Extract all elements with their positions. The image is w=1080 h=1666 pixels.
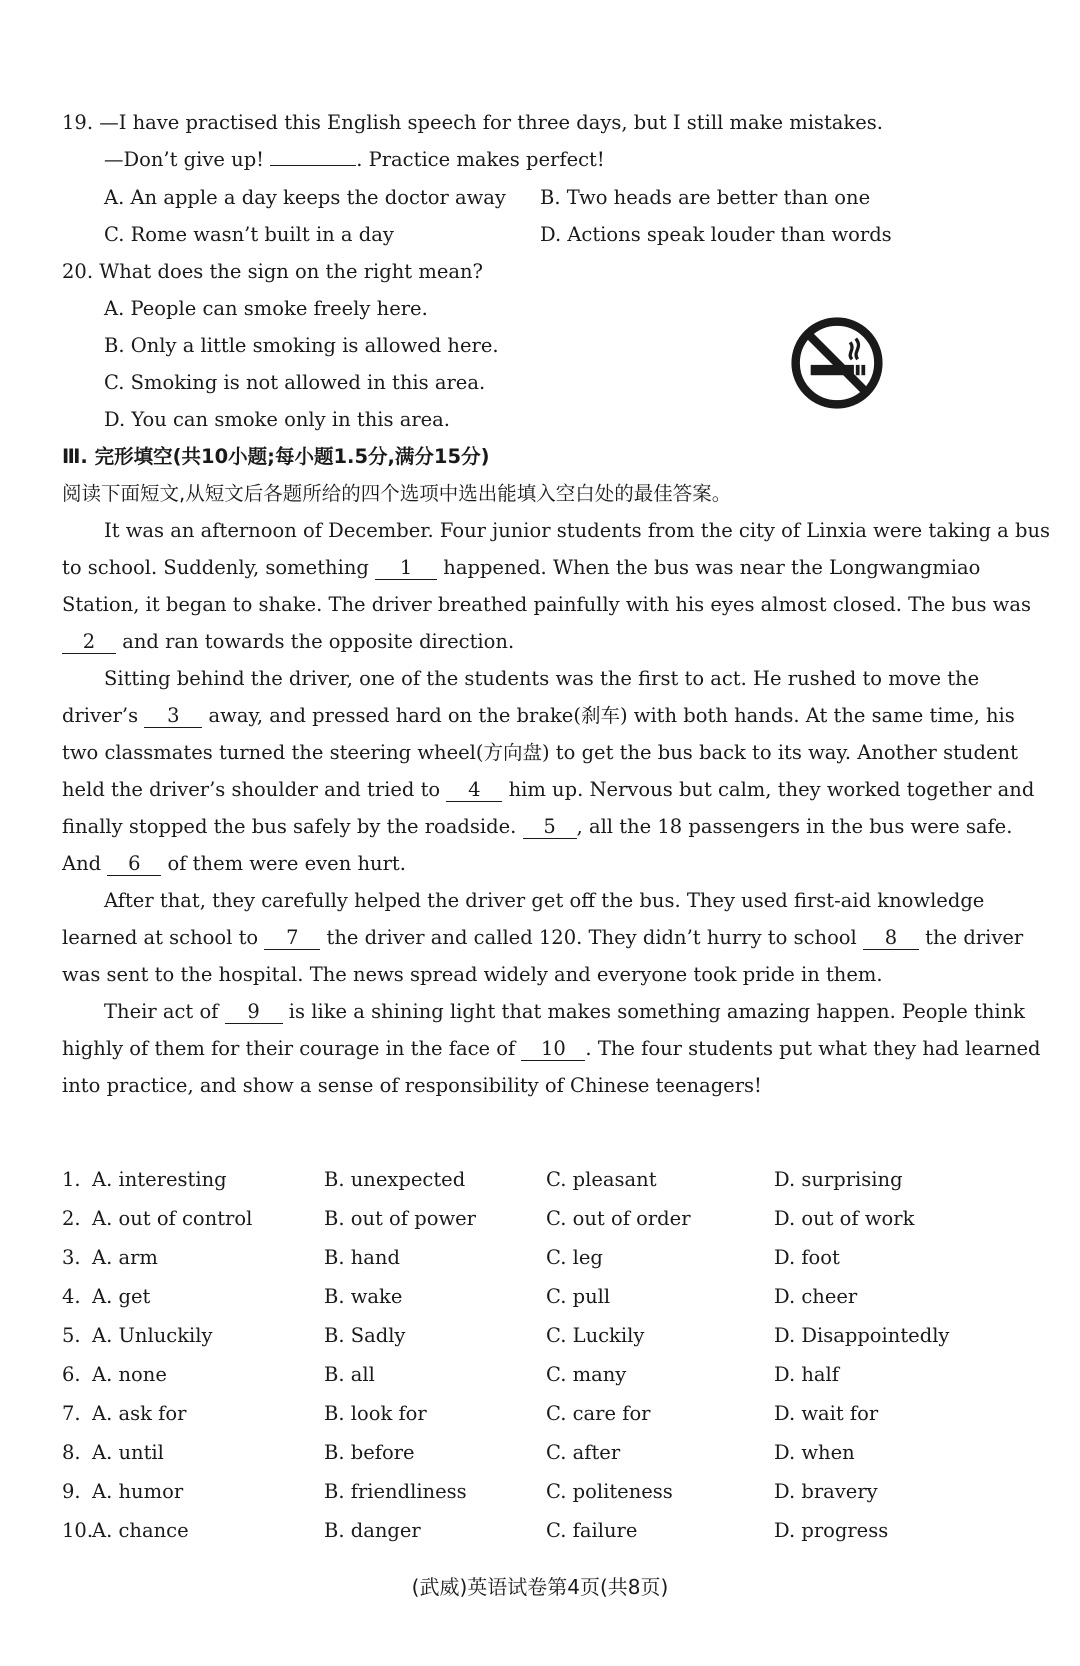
passage-line: two classmates turned the steering wheel(方向盘) to get the bus back to its way. Another student bbox=[62, 741, 1018, 764]
option-b[interactable]: B. wake bbox=[324, 1285, 403, 1308]
option-b[interactable]: B. before bbox=[324, 1441, 415, 1464]
q19-option-a[interactable]: A. An apple a day keeps the doctor away bbox=[104, 186, 506, 209]
option-a[interactable]: A. until bbox=[92, 1441, 164, 1464]
passage-line bbox=[62, 814, 1012, 840]
passage-line bbox=[62, 555, 980, 581]
cloze-option-row bbox=[62, 1440, 1002, 1479]
passage-line bbox=[104, 999, 1025, 1025]
option-a[interactable]: A. get bbox=[92, 1285, 151, 1308]
passage-text: him up. Nervous but calm, they worked together and bbox=[502, 778, 1035, 801]
blank-4[interactable]: 4 bbox=[446, 779, 502, 802]
option-number: 10. bbox=[62, 1519, 94, 1542]
blank-8[interactable]: 8 bbox=[863, 927, 919, 950]
option-number: 2. bbox=[62, 1207, 81, 1230]
blank-10[interactable]: 10 bbox=[521, 1038, 585, 1061]
passage-text: away, and pressed hard on the brake(刹车) with both hands. At the same time, his bbox=[202, 704, 1015, 727]
option-c[interactable]: C. pull bbox=[546, 1285, 611, 1308]
passage-text: learned at school to bbox=[62, 926, 265, 949]
passage-text: And bbox=[62, 852, 108, 875]
blank-9[interactable]: 9 bbox=[225, 1001, 283, 1024]
q19-option-d[interactable]: D. Actions speak louder than words bbox=[540, 223, 892, 246]
option-d[interactable]: D. out of work bbox=[774, 1207, 915, 1230]
option-number: 6. bbox=[62, 1363, 81, 1386]
passage-line bbox=[62, 1036, 1041, 1062]
option-b[interactable]: B. out of power bbox=[324, 1207, 476, 1230]
option-a[interactable]: A. out of control bbox=[92, 1207, 253, 1230]
q20-option-b[interactable]: B. Only a little smoking is allowed here. bbox=[104, 334, 499, 357]
passage-text: driver’s bbox=[62, 704, 145, 727]
option-a[interactable]: A. interesting bbox=[92, 1168, 227, 1191]
q19-stem: 19. —I have practised this English speech for three days, but I still make mistakes. bbox=[62, 111, 883, 134]
option-b[interactable]: B. look for bbox=[324, 1402, 427, 1425]
section-instruction: 阅读下面短文,从短文后各题所给的四个选项中选出能填入空白处的最佳答案。 bbox=[62, 482, 732, 505]
page-footer: (武威)英语试卷第4页(共8页) bbox=[411, 1575, 669, 1599]
q20-stem: 20. What does the sign on the right mean? bbox=[62, 260, 483, 283]
option-a[interactable]: A. chance bbox=[92, 1519, 189, 1542]
option-a[interactable]: A. Unluckily bbox=[92, 1324, 213, 1347]
passage-line: It was an afternoon of December. Four junior students from the city of Linxia were taking a bus bbox=[104, 519, 1051, 542]
option-number: 9. bbox=[62, 1480, 81, 1503]
blank-1[interactable]: 1 bbox=[375, 557, 437, 580]
option-b[interactable]: B. unexpected bbox=[324, 1168, 466, 1191]
option-d[interactable]: D. half bbox=[774, 1363, 839, 1386]
option-c[interactable]: C. politeness bbox=[546, 1480, 673, 1503]
option-number: 8. bbox=[62, 1441, 81, 1464]
passage-line: into practice, and show a sense of responsibility of Chinese teenagers! bbox=[62, 1074, 762, 1097]
q19-reply-start: —Don’t give up! bbox=[104, 148, 271, 171]
option-number: 1. bbox=[62, 1168, 81, 1191]
cloze-option-row bbox=[62, 1206, 1002, 1245]
section-heading: Ⅲ. 完形填空(共10小题;每小题1.5分,满分15分) bbox=[62, 445, 490, 468]
q20-option-c[interactable]: C. Smoking is not allowed in this area. bbox=[104, 371, 486, 394]
option-number: 4. bbox=[62, 1285, 81, 1308]
passage-text: . The four students put what they had learned bbox=[585, 1037, 1041, 1060]
passage-line bbox=[62, 777, 1034, 803]
blank-2[interactable]: 2 bbox=[62, 631, 116, 654]
option-d[interactable]: D. surprising bbox=[774, 1168, 903, 1191]
cloze-options bbox=[62, 1167, 1002, 1557]
passage-line bbox=[62, 629, 514, 655]
option-b[interactable]: B. danger bbox=[324, 1519, 421, 1542]
cloze-option-row bbox=[62, 1479, 1002, 1518]
option-b[interactable]: B. friendliness bbox=[324, 1480, 467, 1503]
passage-line: Sitting behind the driver, one of the students was the first to act. He rushed to move the bbox=[104, 667, 980, 690]
q19-reply-end: . Practice makes perfect! bbox=[356, 148, 605, 171]
cloze-option-row bbox=[62, 1518, 1002, 1557]
option-b[interactable]: B. Sadly bbox=[324, 1324, 406, 1347]
option-c[interactable]: C. after bbox=[546, 1441, 621, 1464]
q20-option-a[interactable]: A. People can smoke freely here. bbox=[104, 297, 428, 320]
passage-line bbox=[62, 851, 406, 877]
cloze-option-row bbox=[62, 1167, 1002, 1206]
option-c[interactable]: C. many bbox=[546, 1363, 627, 1386]
option-d[interactable]: D. progress bbox=[774, 1519, 889, 1542]
blank-3[interactable]: 3 bbox=[144, 705, 202, 728]
passage-text: happened. When the bus was near the Longwangmiao bbox=[437, 556, 981, 579]
option-d[interactable]: D. foot bbox=[774, 1246, 840, 1269]
option-a[interactable]: A. humor bbox=[92, 1480, 184, 1503]
passage-text: and ran towards the opposite direction. bbox=[116, 630, 515, 653]
option-c[interactable]: C. leg bbox=[546, 1246, 603, 1269]
q19-dialogue-reply bbox=[104, 147, 605, 173]
passage-text: the driver bbox=[918, 926, 1024, 949]
option-number: 5. bbox=[62, 1324, 81, 1347]
passage-text: the driver and called 120. They didn’t hurry to school bbox=[320, 926, 863, 949]
cloze-option-row bbox=[62, 1245, 1002, 1284]
option-a[interactable]: A. arm bbox=[92, 1246, 158, 1269]
option-b[interactable]: B. hand bbox=[324, 1246, 400, 1269]
passage-text: finally stopped the bus safely by the roadside. bbox=[62, 815, 523, 838]
no-smoking-icon bbox=[790, 316, 884, 410]
option-b[interactable]: B. all bbox=[324, 1363, 375, 1386]
passage-text: of them were even hurt. bbox=[161, 852, 406, 875]
passage-line bbox=[62, 925, 1023, 951]
passage-text: Their act of bbox=[104, 1000, 225, 1023]
option-d[interactable]: D. Disappointedly bbox=[774, 1324, 950, 1347]
passage-text: is like a shining light that makes something amazing happen. People think bbox=[282, 1000, 1025, 1023]
option-a[interactable]: A. ask for bbox=[92, 1402, 187, 1425]
passage-text: to school. Suddenly, something bbox=[62, 556, 376, 579]
option-c[interactable]: C. care for bbox=[546, 1402, 651, 1425]
option-c[interactable]: C. pleasant bbox=[546, 1168, 657, 1191]
passage-line: After that, they carefully helped the driver get off the bus. They used first-aid knowledge bbox=[104, 889, 985, 912]
option-number: 3. bbox=[62, 1246, 81, 1269]
blank-7[interactable]: 7 bbox=[264, 927, 320, 950]
option-d[interactable]: D. cheer bbox=[774, 1285, 858, 1308]
option-number: 7. bbox=[62, 1402, 81, 1425]
option-d[interactable]: D. bravery bbox=[774, 1480, 878, 1503]
cloze-option-row bbox=[62, 1362, 1002, 1401]
option-a[interactable]: A. none bbox=[92, 1363, 167, 1386]
option-d[interactable]: D. when bbox=[774, 1441, 855, 1464]
passage-text: highly of them for their courage in the face of bbox=[62, 1037, 522, 1060]
option-c[interactable]: C. Luckily bbox=[546, 1324, 645, 1347]
q19-option-c[interactable]: C. Rome wasn’t built in a day bbox=[104, 223, 394, 246]
cloze-option-row bbox=[62, 1284, 1002, 1323]
q19-blank[interactable] bbox=[270, 165, 356, 166]
option-c[interactable]: C. failure bbox=[546, 1519, 638, 1542]
cloze-option-row bbox=[62, 1401, 1002, 1440]
passage-line: Station, it began to shake. The driver breathed painfully with his eyes almost closed. The bus was bbox=[62, 593, 1032, 616]
q20-option-d[interactable]: D. You can smoke only in this area. bbox=[104, 408, 451, 431]
passage-line bbox=[62, 703, 1015, 729]
option-d[interactable]: D. wait for bbox=[774, 1402, 879, 1425]
blank-6[interactable]: 6 bbox=[107, 853, 161, 876]
option-c[interactable]: C. out of order bbox=[546, 1207, 691, 1230]
blank-5[interactable]: 5 bbox=[523, 816, 577, 839]
cloze-option-row bbox=[62, 1323, 1002, 1362]
q19-option-b[interactable]: B. Two heads are better than one bbox=[540, 186, 871, 209]
passage-text: , all the 18 passengers in the bus were safe. bbox=[576, 815, 1013, 838]
passage-text: held the driver’s shoulder and tried to bbox=[62, 778, 447, 801]
passage-line: was sent to the hospital. The news spread widely and everyone took pride in them. bbox=[62, 963, 883, 986]
